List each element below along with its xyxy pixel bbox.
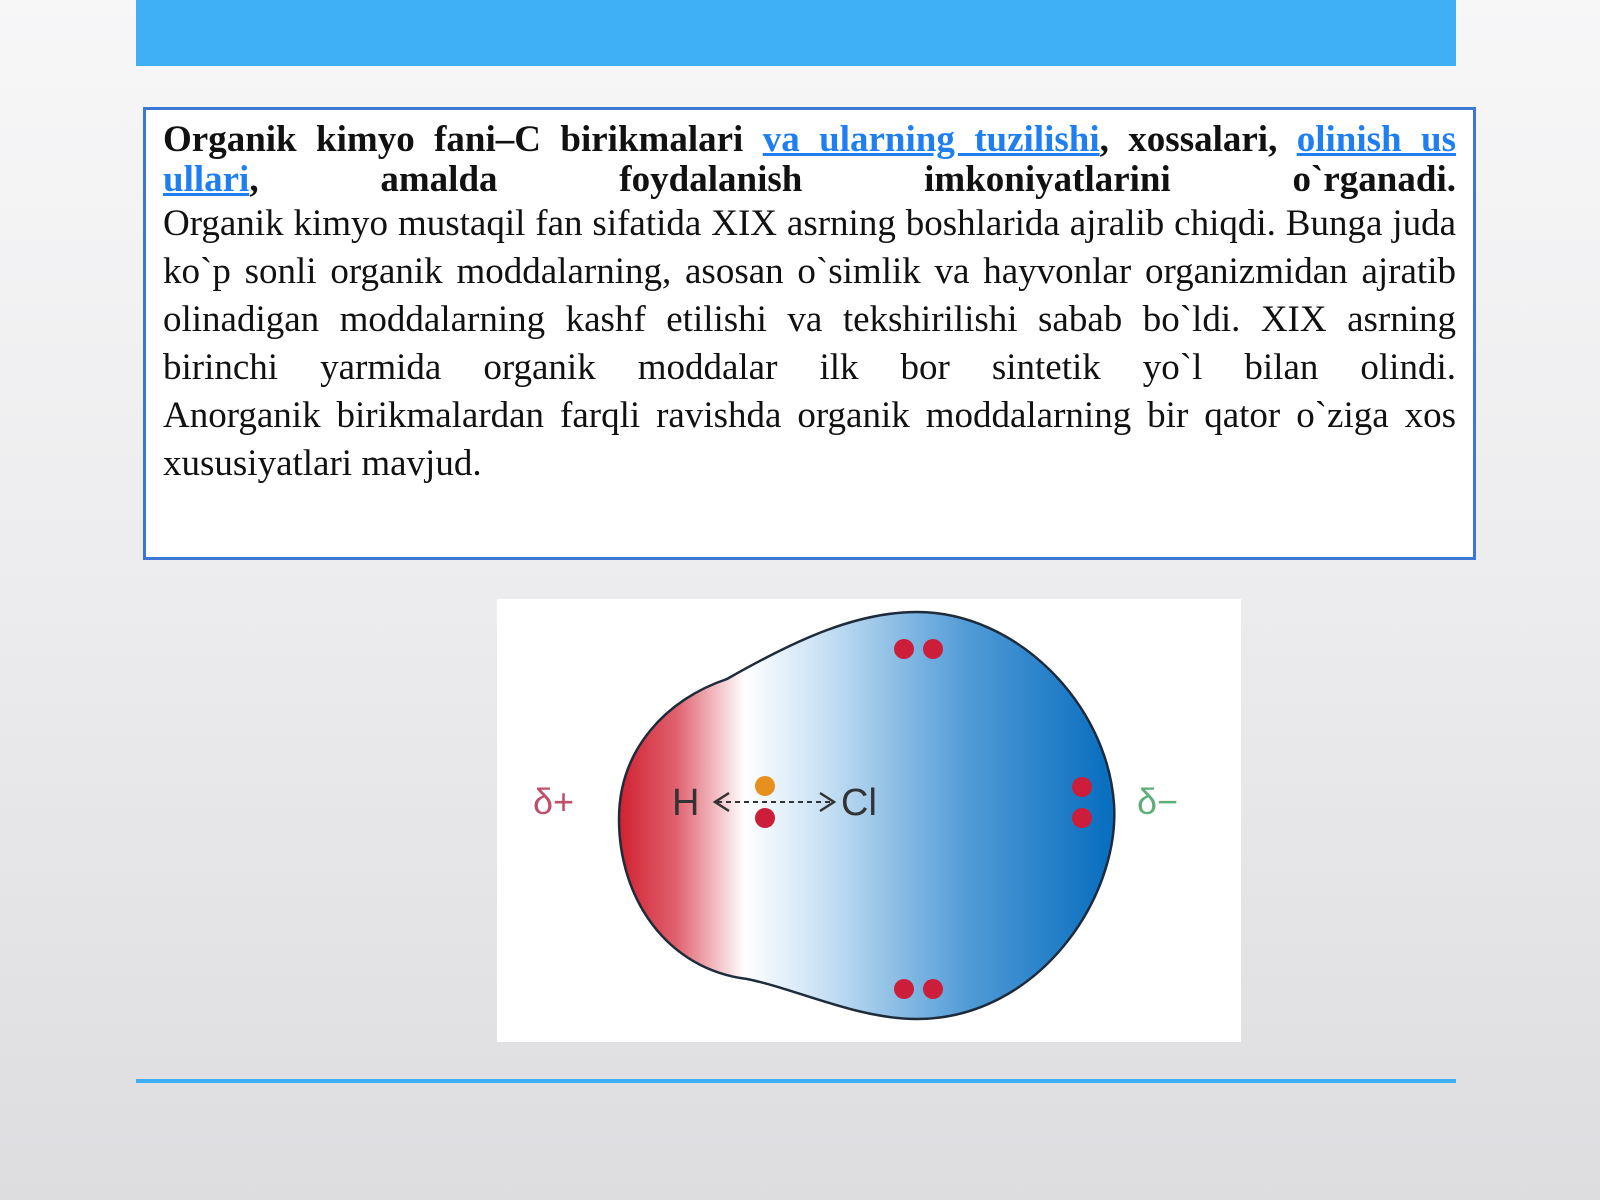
link-olinish-usullari[interactable]: olinish us ullari — [163, 119, 1456, 200]
lone-pair-right-electron — [1072, 808, 1092, 828]
history-paragraph: Organik kimyo mustaqil fan sifatida XIX asrning boshlarida ajralib chiqdi. Bunga juda ko`p sonli organik moddalarning, asosan o`simlik va hayvonlar organizmidan ajratib olinadigan moddalarning kashf etilishi va tekshirilishi sabab bo`ldi. XIX asrning birinchi yarmida organik moddalar ilk bor sintetik yo`l bilan olindi. — [163, 203, 1456, 388]
lone-pair-top-electron — [894, 639, 914, 659]
intro-text-2: , xossalari, — [1099, 119, 1297, 160]
delta-plus-label: δ+ — [533, 781, 575, 822]
delta-minus-label: δ− — [1137, 781, 1179, 822]
bottom-accent-line — [136, 1079, 1456, 1083]
atom-h-label: H — [672, 782, 700, 824]
intro-text-3: , amalda foydalanish imkoniyatlarini o`rganadi. — [249, 159, 1456, 200]
hcl-polarity-diagram — [497, 599, 1241, 1042]
lone-pair-right-electron — [1072, 777, 1092, 797]
top-accent-bar — [136, 0, 1456, 66]
text-box — [143, 107, 1476, 560]
lone-pair-bottom-electron — [894, 979, 914, 999]
hcl-diagram-svg — [497, 599, 1241, 1042]
intro-paragraph — [163, 120, 1456, 200]
atom-cl-label: Cl — [841, 782, 877, 824]
shared-electron-red — [755, 808, 775, 828]
lone-pair-top-electron — [923, 639, 943, 659]
lone-pair-bottom-electron — [923, 979, 943, 999]
features-paragraph: Anorganik birikmalardan farqli ravishda organik moddalarning bir qator o`ziga xos xususiyatlari mavjud. — [163, 395, 1456, 484]
shared-electron-orange — [755, 776, 775, 796]
intro-text-1: Organik kimyo fani–C birikmalari — [163, 119, 763, 160]
link-tuzilishi[interactable]: va ularning tuzilishi — [762, 119, 1100, 160]
